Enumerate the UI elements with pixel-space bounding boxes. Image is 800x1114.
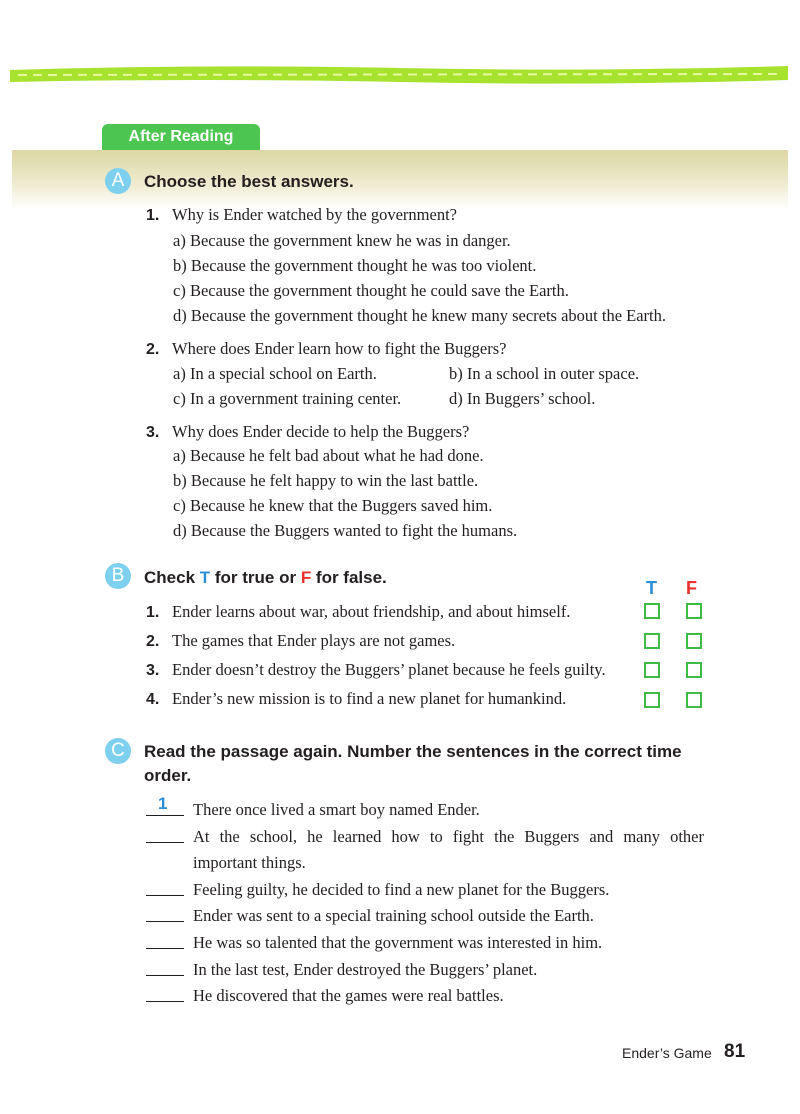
- question-1-text: Why is Ender watched by the government?: [172, 205, 457, 224]
- statement-2-number: 2.: [146, 633, 160, 650]
- question-2-option-d[interactable]: d) In Buggers’ school.: [449, 389, 596, 408]
- statement-2-text: The games that Ender plays are not games.: [172, 631, 456, 650]
- question-3-option-d[interactable]: d) Because the Buggers wanted to fight the humans.: [173, 521, 518, 540]
- section-b-title-post: for false.: [311, 568, 387, 587]
- after-reading-tab: After Reading: [102, 124, 260, 150]
- question-2-text: Where does Ender learn how to fight the Buggers?: [172, 339, 507, 358]
- statement-3-number: 3.: [146, 662, 160, 679]
- question-3-text: Why does Ender decide to help the Buggers?: [172, 422, 470, 441]
- section-b-title-t: T: [199, 568, 211, 587]
- answer-blank-2[interactable]: [146, 842, 184, 843]
- statement-2-true-checkbox[interactable]: [644, 633, 660, 649]
- sentence-2: At the school, he learned how to fight the Buggers and many other: [193, 827, 704, 846]
- question-2-option-a[interactable]: a) In a special school on Earth.: [173, 364, 377, 383]
- section-b-title: [144, 568, 387, 588]
- question-3-option-b[interactable]: b) Because he felt happy to win the last battle.: [173, 471, 479, 490]
- statement-4-text: Ender’s new mission is to find a new planet for humankind.: [172, 689, 567, 708]
- decorative-stripe: [10, 62, 788, 86]
- section-c-title-line-2: order.: [144, 766, 192, 785]
- sentence-4: Ender was sent to a special training school outside the Earth.: [193, 906, 594, 925]
- footer-book-title: Ender’s Game: [622, 1045, 712, 1061]
- statement-4-true-checkbox[interactable]: [644, 692, 660, 708]
- statement-3-true-checkbox[interactable]: [644, 662, 660, 678]
- question-2-option-c[interactable]: c) In a government training center.: [173, 389, 402, 408]
- question-1-option-b[interactable]: b) Because the government thought he was too violent.: [173, 256, 537, 275]
- page-number: 81: [724, 1041, 746, 1062]
- statement-1-text: Ender learns about war, about friendship, and about himself.: [172, 602, 571, 621]
- statement-4-number: 4.: [146, 691, 160, 708]
- example-answer: 1: [158, 794, 168, 813]
- true-column-header: T: [646, 578, 657, 598]
- question-1-option-c[interactable]: c) Because the government thought he could save the Earth.: [173, 281, 569, 300]
- section-b-title-pre: Check: [144, 568, 200, 587]
- statement-3-text: Ender doesn’t destroy the Buggers’ planet because he feels guilty.: [172, 660, 606, 679]
- answer-blank-5[interactable]: [146, 948, 184, 949]
- sentence-1: There once lived a smart boy named Ender.: [193, 800, 480, 819]
- false-column-header: F: [686, 578, 697, 598]
- section-b-title-mid: for true or: [210, 568, 301, 587]
- statement-4-false-checkbox[interactable]: [686, 692, 702, 708]
- sentence-2-continued: important things.: [193, 853, 306, 872]
- answer-blank-3[interactable]: [146, 895, 184, 896]
- sentence-6: In the last test, Ender destroyed the Buggers’ planet.: [193, 960, 538, 979]
- question-2-option-b[interactable]: b) In a school in outer space.: [449, 364, 640, 383]
- statement-1-true-checkbox[interactable]: [644, 603, 660, 619]
- sentence-5: He was so talented that the government was interested in him.: [193, 933, 603, 952]
- statement-3-false-checkbox[interactable]: [686, 662, 702, 678]
- answer-blank-6[interactable]: [146, 975, 184, 976]
- question-1-number: 1.: [146, 207, 160, 224]
- statement-1-false-checkbox[interactable]: [686, 603, 702, 619]
- question-1-option-a[interactable]: a) Because the government knew he was in danger.: [173, 231, 511, 250]
- sentence-7: He discovered that the games were real battles.: [193, 986, 504, 1005]
- section-b-badge: B: [105, 563, 131, 589]
- answer-blank-1[interactable]: [146, 815, 184, 816]
- answer-blank-4[interactable]: [146, 921, 184, 922]
- answer-blank-7[interactable]: [146, 1001, 184, 1002]
- statement-2-false-checkbox[interactable]: [686, 633, 702, 649]
- section-c-title-line-1: Read the passage again. Number the sentences in the correct time: [144, 742, 682, 761]
- statement-1-number: 1.: [146, 604, 160, 621]
- section-a-badge: A: [105, 168, 131, 194]
- question-1-option-d[interactable]: d) Because the government thought he knew many secrets about the Earth.: [173, 306, 667, 325]
- question-2-number: 2.: [146, 341, 160, 358]
- question-3-option-a[interactable]: a) Because he felt bad about what he had done.: [173, 446, 484, 465]
- section-c-badge: C: [105, 738, 131, 764]
- question-3-number: 3.: [146, 424, 160, 441]
- sentence-3: Feeling guilty, he decided to find a new planet for the Buggers.: [193, 880, 610, 899]
- section-a-title: Choose the best answers.: [144, 172, 354, 191]
- question-3-option-c[interactable]: c) Because he knew that the Buggers saved him.: [173, 496, 493, 515]
- section-b-title-f: F: [300, 568, 312, 587]
